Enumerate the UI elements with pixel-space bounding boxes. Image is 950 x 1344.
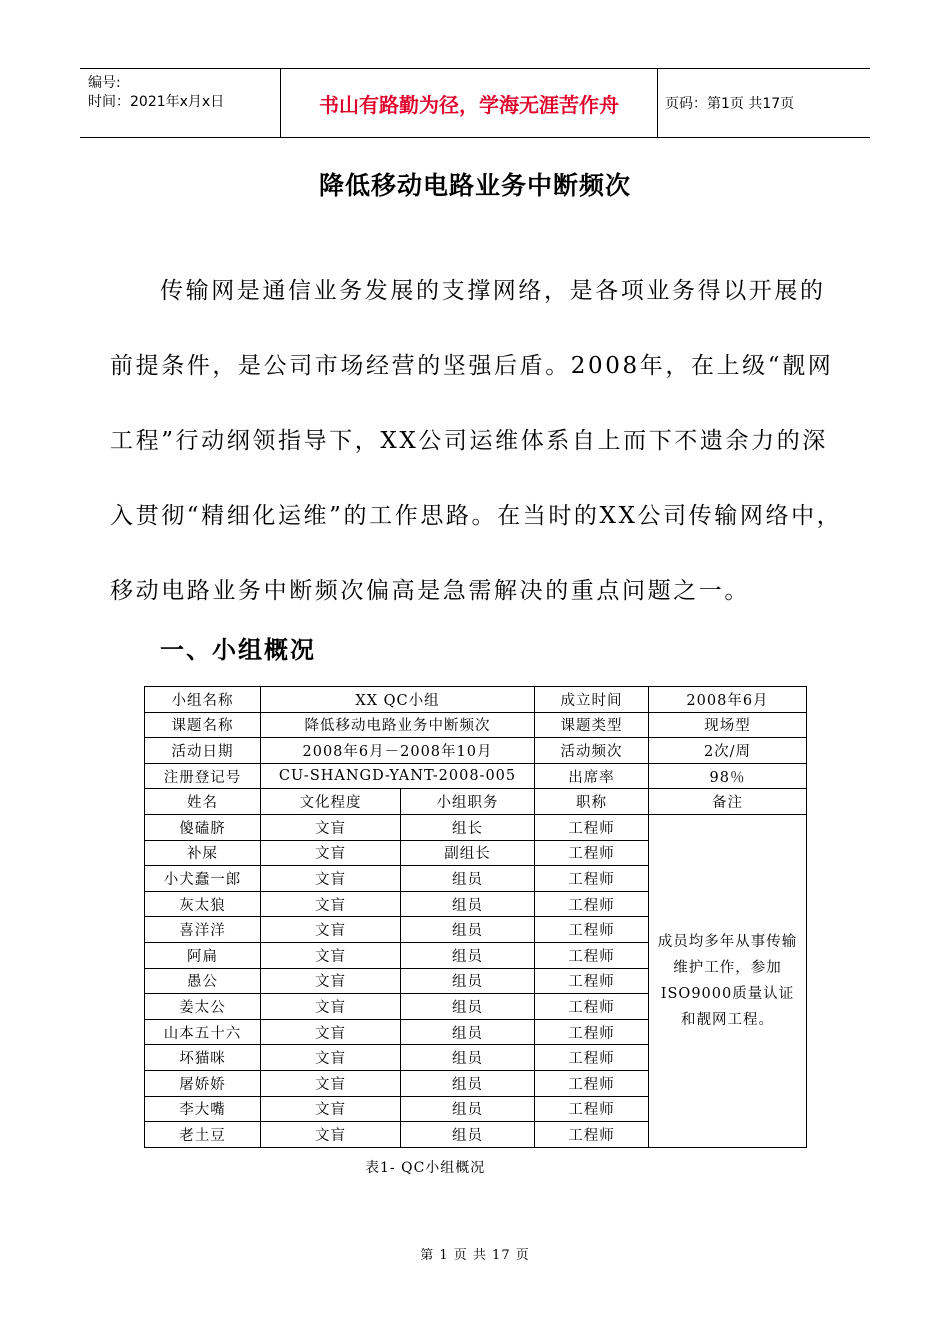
table-cell: 工程师: [535, 994, 649, 1020]
table-cell: 课题类型: [535, 712, 649, 738]
table-cell: 工程师: [535, 968, 649, 994]
table-cell: 组员: [401, 1070, 535, 1096]
table-cell: 文盲: [261, 994, 401, 1020]
table-cell: 2次/周: [649, 738, 807, 764]
table-cell: 傻磕脐: [145, 814, 261, 840]
table-cell: 文盲: [261, 814, 401, 840]
table-cell: 工程师: [535, 1096, 649, 1122]
table-cell: 文盲: [261, 1122, 401, 1148]
group-overview-table: [144, 686, 807, 1148]
header-meta: [80, 69, 280, 137]
table-cell: 成立时间: [535, 687, 649, 713]
table-cell: 工程师: [535, 1045, 649, 1071]
table-cell: 阿扁: [145, 942, 261, 968]
table-cell: 工程师: [535, 814, 649, 840]
info-row: [145, 687, 807, 713]
header-motto: 书山有路勤为径，学海无涯苦作舟: [280, 69, 658, 137]
header-cell: 姓名: [145, 789, 261, 815]
table-cell: 工程师: [535, 866, 649, 892]
time-label: 时间：2021年x月x日: [88, 94, 225, 110]
table-cell: 工程师: [535, 1019, 649, 1045]
document-title: 降低移动电路业务中断频次: [318, 171, 631, 200]
table-cell: 活动日期: [145, 738, 261, 764]
table-cell: 文盲: [261, 1045, 401, 1071]
table-cell: 出席率: [535, 763, 649, 789]
table-cell: 文盲: [261, 840, 401, 866]
table-cell: 灰太狼: [145, 891, 261, 917]
paragraph-line: 移动电路业务中断频次偏高是急需解决的重点问题之一。: [110, 578, 750, 604]
table-cell: 组员: [401, 994, 535, 1020]
table-cell: 文盲: [261, 942, 401, 968]
table-cell: 文盲: [261, 968, 401, 994]
table-cell: 组员: [401, 1096, 535, 1122]
document-header: [80, 68, 870, 138]
member-header-row: [145, 789, 807, 815]
paragraph-line: 前提条件，是公司市场经营的坚强后盾。2008年，在上级“靓网: [110, 353, 834, 379]
table-cell: 小犬蠢一郎: [145, 866, 261, 892]
paragraph-line: 传输网是通信业务发展的支撑网络，是各项业务得以开展的: [160, 278, 826, 304]
table-cell: 文盲: [261, 891, 401, 917]
table-cell: 组员: [401, 1122, 535, 1148]
table-cell: 工程师: [535, 891, 649, 917]
table-cell: 工程师: [535, 942, 649, 968]
table-cell: 2008年6月: [649, 687, 807, 713]
table-cell: 工程师: [535, 840, 649, 866]
table-cell: 组员: [401, 917, 535, 943]
table-cell: 2008年6月－2008年10月: [261, 738, 535, 764]
table-cell: 姜太公: [145, 994, 261, 1020]
table-cell: 组员: [401, 968, 535, 994]
table-cell: 组员: [401, 866, 535, 892]
table-cell: 组员: [401, 1019, 535, 1045]
table-cell: 活动频次: [535, 738, 649, 764]
table-cell: 文盲: [261, 1070, 401, 1096]
table-cell: 课题名称: [145, 712, 261, 738]
page-footer: 第 1 页 共 17 页: [420, 1248, 530, 1263]
table-cell: 屠娇娇: [145, 1070, 261, 1096]
table-cell: 组员: [401, 891, 535, 917]
table-cell: 组员: [401, 1045, 535, 1071]
header-cell: 备注: [649, 789, 807, 815]
table-cell: 98％: [649, 763, 807, 789]
info-row: [145, 738, 807, 764]
member-row: [145, 814, 807, 840]
section-heading: 一、小组概况: [160, 636, 316, 664]
table-cell: 老土豆: [145, 1122, 261, 1148]
table-cell: 愚公: [145, 968, 261, 994]
number-label: 编号:: [88, 75, 121, 91]
table-cell: 补屎: [145, 840, 261, 866]
table-cell: 组员: [401, 942, 535, 968]
info-row: [145, 712, 807, 738]
table-cell: 山本五十六: [145, 1019, 261, 1045]
paragraph-line: 工程”行动纲领指导下，XX公司运维体系自上而下不遗余力的深: [110, 428, 828, 454]
header-cell: 小组职务: [401, 789, 535, 815]
table-cell: 喜洋洋: [145, 917, 261, 943]
table-cell: CU-SHANGD-YANT-2008-005: [261, 763, 535, 789]
table-cell: 文盲: [261, 1096, 401, 1122]
remarks-cell: 成员均多年从事传输维护工作，参加ISO9000质量认证和靓网工程。: [649, 814, 807, 1147]
table-caption: 表1- QC小组概况: [365, 1160, 486, 1176]
table-cell: 工程师: [535, 1122, 649, 1148]
table-cell: 坏猫咪: [145, 1045, 261, 1071]
table-cell: XX QC小组: [261, 687, 535, 713]
paragraph-line: 入贯彻“精细化运维”的工作思路。在当时的XX公司传输网络中，: [110, 503, 843, 529]
header-cell: 职称: [535, 789, 649, 815]
table-cell: 工程师: [535, 917, 649, 943]
table-cell: 现场型: [649, 712, 807, 738]
table-cell: 注册登记号: [145, 763, 261, 789]
table-cell: 小组名称: [145, 687, 261, 713]
table-cell: 组长: [401, 814, 535, 840]
header-cell: 文化程度: [261, 789, 401, 815]
table-cell: 文盲: [261, 866, 401, 892]
table-cell: 副组长: [401, 840, 535, 866]
header-page-label: 页码：第1页 共17页: [665, 96, 795, 112]
table-cell: 文盲: [261, 917, 401, 943]
info-row: [145, 763, 807, 789]
table-cell: 李大嘴: [145, 1096, 261, 1122]
table-cell: 文盲: [261, 1019, 401, 1045]
table-cell: 降低移动电路业务中断频次: [261, 712, 535, 738]
table-cell: 工程师: [535, 1070, 649, 1096]
